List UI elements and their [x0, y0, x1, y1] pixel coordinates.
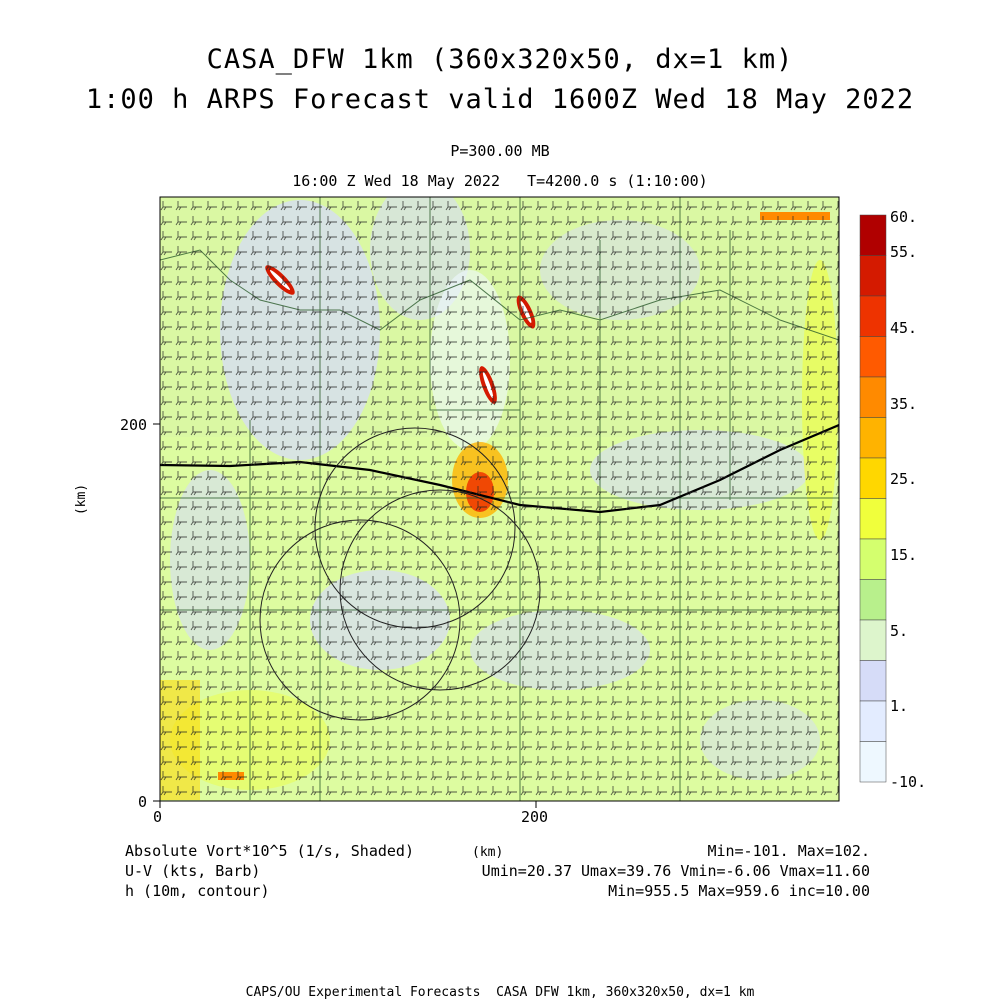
x-axis-unit: (km)	[472, 845, 504, 860]
colorbar-label: 55.	[890, 243, 918, 261]
colorbar-swatch	[860, 742, 886, 783]
colorbar-swatch	[860, 580, 886, 621]
colorbar	[860, 215, 886, 782]
colorbar-swatch	[860, 296, 886, 337]
x-tick-0: 0	[153, 808, 163, 826]
colorbar-swatch	[860, 337, 886, 378]
title-line-1: CASA_DFW 1km (360x320x50, dx=1 km)	[206, 44, 794, 75]
legend-stats-wind: Umin=20.37 Umax=39.76 Vmin=-6.06 Vmax=11.60	[481, 862, 870, 880]
legend-field-wind: U-V (kts, Barb)	[125, 862, 261, 880]
pressure-level: P=300.00 MB	[450, 142, 550, 160]
colorbar-swatch	[860, 620, 886, 661]
colorbar-swatch	[860, 499, 886, 540]
colorbar-swatch	[860, 256, 886, 297]
title-line-2: 1:00 h ARPS Forecast valid 1600Z Wed 18 May 2022	[85, 84, 915, 115]
y-axis-unit: (km)	[74, 483, 90, 516]
colorbar-swatch	[860, 458, 886, 499]
colorbar-swatch	[860, 661, 886, 702]
valid-time: 16:00 Z Wed 18 May 2022 T=4200.0 s (1:10:00)	[292, 172, 708, 190]
legend-field-height: h (10m, contour)	[125, 882, 270, 900]
y-tick-0: 0	[138, 793, 148, 811]
colorbar-label: 35.	[890, 395, 918, 413]
x-tick-200: 200	[521, 808, 549, 826]
colorbar-label: 60.	[890, 208, 918, 226]
legend-stats-vorticity: Min=-101. Max=102.	[707, 842, 870, 860]
colorbar-swatch	[860, 215, 886, 256]
colorbar-swatch	[860, 377, 886, 418]
colorbar-label: 1.	[890, 697, 909, 715]
colorbar-label: 25.	[890, 470, 918, 488]
colorbar-swatch	[860, 418, 886, 459]
colorbar-swatch	[860, 701, 886, 742]
colorbar-label: 5.	[890, 622, 909, 640]
colorbar-swatch	[860, 539, 886, 580]
colorbar-label: 15.	[890, 546, 918, 564]
colorbar-label: 45.	[890, 319, 918, 337]
colorbar-label: -10.	[890, 773, 927, 791]
footer-credit: CAPS/OU Experimental Forecasts CASA DFW 1km, 360x320x50, dx=1 km	[245, 985, 755, 1000]
legend-field-vorticity: Absolute Vort*10^5 (1/s, Shaded)	[125, 842, 414, 860]
vorticity-field	[160, 180, 839, 801]
legend-stats-height: Min=955.5 Max=959.6 inc=10.00	[608, 882, 870, 900]
y-tick-200: 200	[120, 416, 148, 434]
